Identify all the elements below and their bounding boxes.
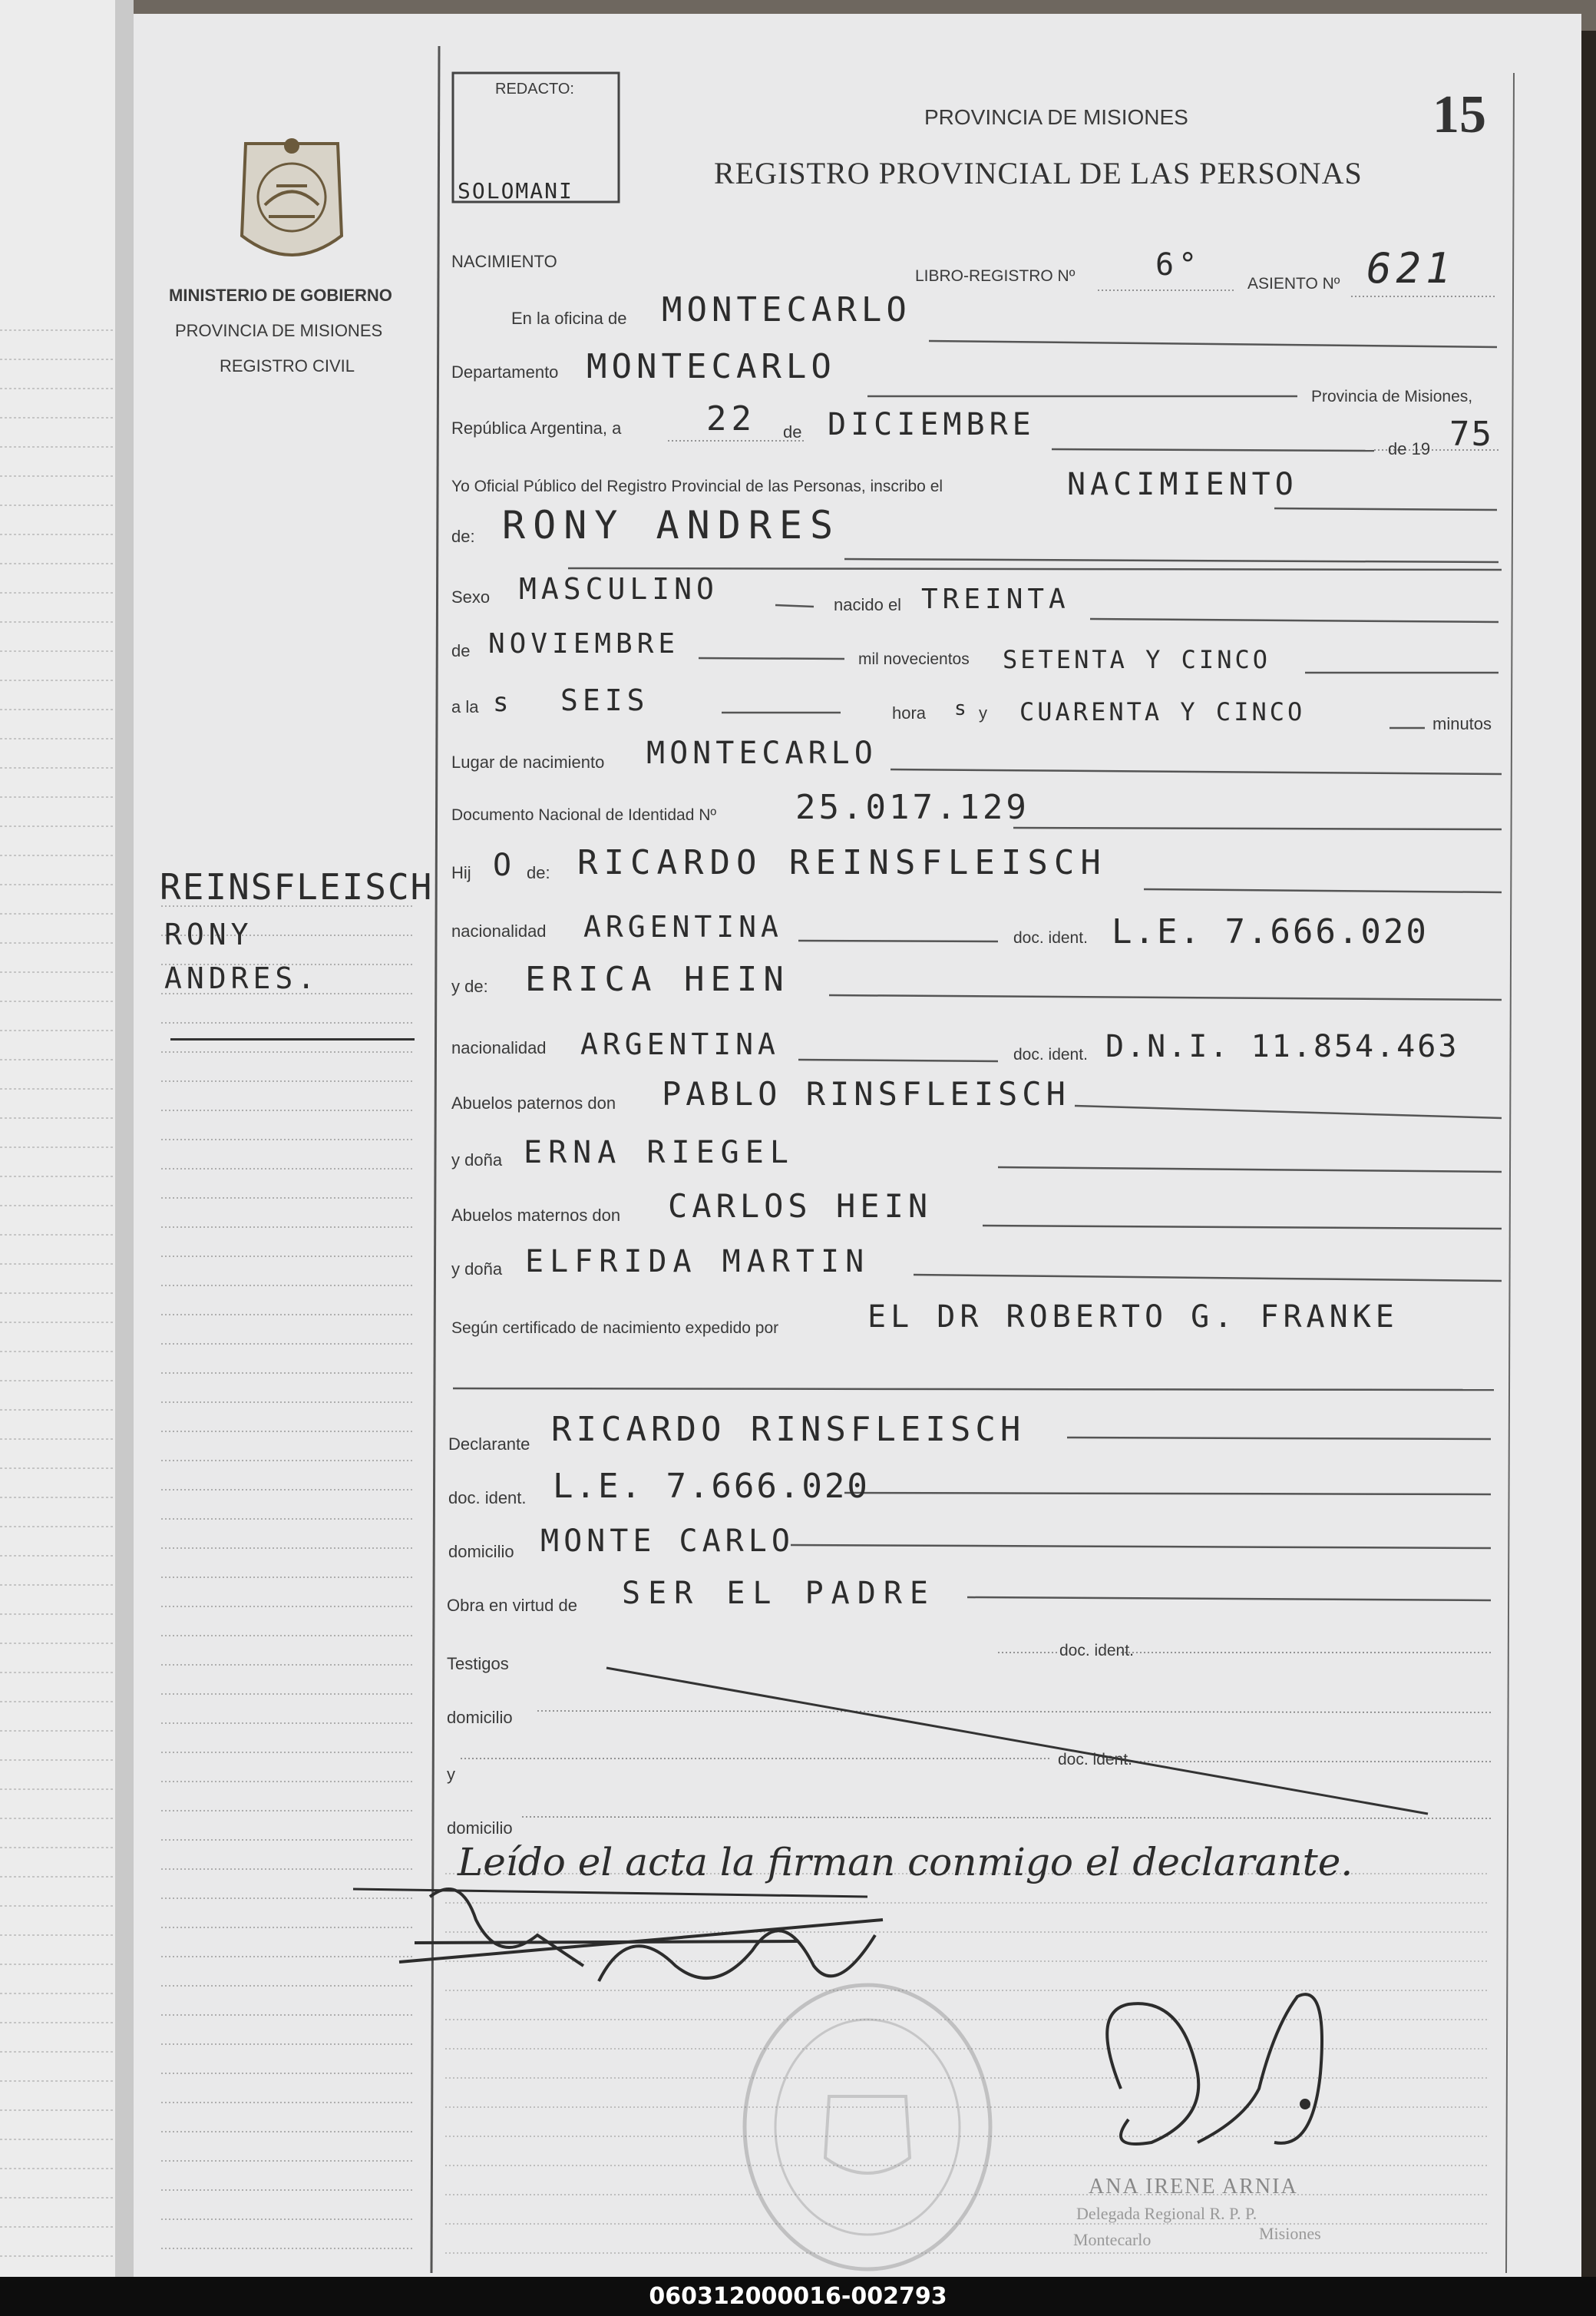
- month2-value: NOVIEMBRE: [488, 628, 680, 660]
- page-number: 15: [1432, 85, 1486, 144]
- libro-value: 6°: [1155, 247, 1202, 283]
- hijo-value: O: [493, 848, 517, 883]
- domicilio-value: MONTE CARLO: [540, 1524, 795, 1559]
- dni-value: 25.017.129: [795, 788, 1029, 827]
- a-la-suffix: s: [493, 687, 514, 718]
- province-heading: PROVINCIA DE MISIONES: [924, 105, 1188, 129]
- libro-label: LIBRO-REGISTRO Nº: [915, 267, 1076, 285]
- nacido-value: TREINTA: [921, 584, 1070, 615]
- year-words: SETENTA Y CINCO: [1003, 645, 1271, 674]
- sexo-value: MASCULINO: [519, 572, 719, 606]
- year-value: 75: [1449, 415, 1493, 454]
- margin-second-name: ANDRES.: [164, 961, 320, 995]
- lugar-label: Lugar de nacimiento: [451, 753, 605, 772]
- republica-label: República Argentina, a: [451, 419, 622, 438]
- y-row-label: y: [447, 1765, 455, 1784]
- ydona2-label: y doña: [451, 1259, 503, 1279]
- closing-text: Leído el acta la firman conmigo el declarante.: [458, 1840, 1353, 1884]
- margin-first-name: RONY: [164, 918, 253, 951]
- official-location: Montecarlo: [1073, 2230, 1152, 2249]
- margin-surname: REINSFLEISCH: [160, 866, 434, 908]
- inscribo-text: Yo Oficial Público del Registro Provincial de las Personas, inscribo el: [451, 478, 943, 495]
- obra-label: Obra en virtud de: [447, 1596, 577, 1615]
- hijo-prefix: Hij: [451, 863, 471, 882]
- doc1-label: doc. ident.: [1013, 929, 1088, 947]
- official-province: Misiones: [1259, 2224, 1321, 2243]
- yde-label: y de:: [451, 977, 488, 996]
- testigos-doc-label: doc. ident.: [1059, 1642, 1134, 1659]
- declarante-label: Declarante: [448, 1434, 530, 1454]
- ministry-label: MINISTERIO DE GOBIERNO: [169, 286, 392, 305]
- hour-value: SEIS: [560, 683, 649, 717]
- father-value: RICARDO REINSFLEISCH: [577, 843, 1107, 882]
- registry-title: REGISTRO PROVINCIAL DE LAS PERSONAS: [714, 156, 1363, 190]
- testigos-label: Testigos: [447, 1654, 509, 1673]
- civil-registry-label: REGISTRO CIVIL: [220, 356, 355, 376]
- abuela-paterna-value: ERNA RIEGEL: [524, 1135, 795, 1170]
- abuela-materna-value: ELFRIDA MARTIN: [525, 1244, 871, 1279]
- testigos-domicilio-label: domicilio: [447, 1708, 513, 1727]
- nacionalidad1-value: ARGENTINA: [583, 910, 783, 944]
- asiento-value: 621: [1366, 244, 1456, 293]
- abuelos-maternos-label: Abuelos maternos don: [451, 1206, 621, 1225]
- month-value: DICIEMBRE: [828, 407, 1036, 442]
- de-colon-label: de:: [451, 527, 475, 546]
- hora-label: hora: [892, 703, 927, 723]
- dni-label: Documento Nacional de Identidad Nº: [451, 806, 717, 824]
- section-label: NACIMIENTO: [451, 252, 557, 271]
- y-doc-label: doc. ident.: [1058, 1751, 1132, 1768]
- nacido-label: nacido el: [834, 595, 902, 614]
- minutos-label: minutos: [1432, 714, 1492, 733]
- doc1-value: L.E. 7.666.020: [1112, 912, 1429, 951]
- official-title: Delegada Regional R. P. P.: [1076, 2204, 1257, 2223]
- right-page: [123, 14, 1581, 2277]
- official-name: ANA IRENE ARNIA: [1089, 2175, 1298, 2199]
- redacto-label: REDACTO:: [495, 81, 574, 98]
- nacionalidad2-value: ARGENTINA: [580, 1027, 780, 1061]
- provincia-suffix: Provincia de Misiones,: [1311, 388, 1473, 405]
- ministry-province: PROVINCIA DE MISIONES: [175, 321, 383, 340]
- obra-value: SER EL PADRE: [622, 1576, 936, 1611]
- footer-bar: [0, 2277, 1596, 2316]
- lugar-value: MONTECARLO: [646, 736, 877, 771]
- minutes-value: CUARENTA Y CINCO: [1019, 697, 1306, 726]
- certificado-label: Según certificado de nacimiento expedido por: [451, 1319, 779, 1337]
- oficina-label: En la oficina de: [511, 309, 627, 328]
- declarante-doc-label: doc. ident.: [448, 1488, 527, 1507]
- nacionalidad1-label: nacionalidad: [451, 921, 547, 941]
- margin-divider: [170, 1038, 415, 1041]
- domicilio-label: domicilio: [448, 1542, 514, 1561]
- redacto-value: SOLOMANI: [458, 178, 573, 203]
- de2-label: de: [451, 641, 471, 660]
- hora-suffix: s: [954, 697, 971, 720]
- departamento-label: Departamento: [451, 362, 559, 382]
- abuelos-paternos-label: Abuelos paternos don: [451, 1093, 616, 1113]
- domicilio2-label: domicilio: [447, 1818, 513, 1838]
- inscribo-value: NACIMIENTO: [1067, 467, 1298, 502]
- mil-label: mil novecientos: [858, 650, 970, 668]
- year-label: de 19: [1388, 439, 1431, 458]
- asiento-label: ASIENTO Nº: [1247, 275, 1340, 293]
- y-label: y: [979, 703, 987, 723]
- footer-code: 060312000016-002793: [649, 2283, 947, 2310]
- day-value: 22: [706, 399, 756, 438]
- a-la-label: a la: [451, 697, 479, 716]
- de-label: de: [783, 422, 802, 442]
- name-value: RONY ANDRES: [502, 503, 841, 548]
- ydona1-label: y doña: [451, 1150, 503, 1170]
- province-seal-icon: [242, 138, 342, 255]
- certificado-value: EL DR ROBERTO G. FRANKE: [867, 1299, 1399, 1335]
- doc2-value: D.N.I. 11.854.463: [1105, 1029, 1459, 1064]
- declarante-value: RICARDO RINSFLEISCH: [551, 1410, 1026, 1449]
- oficina-value: MONTECARLO: [662, 290, 911, 329]
- abuelos-paternos-value: PABLO RINSFLEISCH: [662, 1075, 1070, 1113]
- abuelos-maternos-value: CARLOS HEIN: [668, 1187, 933, 1225]
- departamento-value: MONTECARLO: [587, 347, 836, 386]
- sexo-label: Sexo: [451, 587, 491, 607]
- hijo-de-label: de:: [527, 863, 550, 882]
- declarante-doc-value: L.E. 7.666.020: [553, 1467, 870, 1506]
- doc2-label: doc. ident.: [1013, 1046, 1088, 1064]
- mother-value: ERICA HEIN: [525, 960, 790, 999]
- nacionalidad2-label: nacionalidad: [451, 1038, 547, 1057]
